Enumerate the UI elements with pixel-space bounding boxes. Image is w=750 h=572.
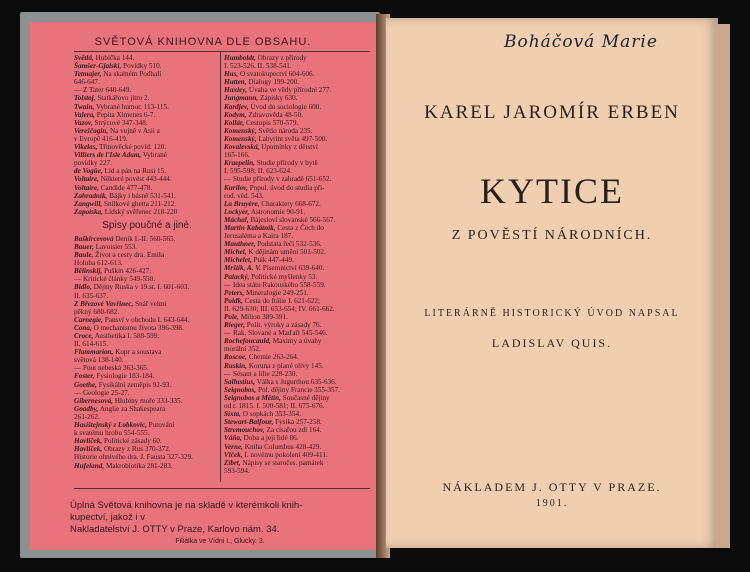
entry-author: Hutten, (224, 78, 247, 87)
catalogue-entry (224, 402, 374, 410)
entry-author: Komenský, (224, 134, 257, 143)
entry-title: O mechanismu života 396-398. (91, 323, 184, 332)
catalogue-entry (224, 386, 374, 394)
entry-title: Candide 477-478. (98, 183, 153, 192)
entry-title: světová 138-140. (74, 356, 124, 365)
catalogue-entry (74, 200, 220, 208)
entry-title: Písemnictví 639-640. (260, 264, 325, 273)
catalogue-entry (224, 127, 374, 135)
catalogue-entry (74, 316, 220, 324)
entry-title: Bájesloví slovanské 566-567. (248, 215, 336, 224)
catalogue-entry (74, 413, 220, 421)
entry-title: Podstata řeči 532-536. (255, 240, 322, 249)
publication-year: 1901. (535, 498, 569, 509)
entry-title: Cesta z Čech do (275, 223, 324, 232)
entry-title: Pol. dějiny Francie 355-357. (256, 385, 340, 394)
page-edges (716, 24, 730, 548)
entry-title: Bájky i básně 531-541. (107, 191, 176, 200)
catalogue-entry (74, 340, 220, 348)
preface-author: LADISLAV QUIS. (491, 336, 613, 350)
entry-author: Peters, (224, 288, 245, 297)
catalogue-entry (74, 405, 220, 413)
entry-author: Baule, (74, 251, 94, 260)
entry-title: O sopkách 353-354. (240, 410, 301, 419)
catalogue-entry (74, 135, 220, 143)
catalogue-entry (74, 235, 220, 243)
entry-title: — Z Tater 648-649. (74, 86, 132, 95)
entry-title: morální 352. (224, 345, 261, 354)
entry-title: K dějinám umění 501-502. (246, 248, 326, 257)
catalogue-entry (224, 192, 374, 200)
entry-title: Politické myšlenky 53. (249, 272, 318, 281)
entry-title: Vybrané humor. 113-115. (94, 102, 169, 111)
entry-title: Zápisky 630. (258, 94, 298, 103)
entry-author: Tetmajer, (74, 70, 102, 79)
catalogue-entry (224, 297, 374, 305)
entry-title: II. 614-615. (74, 340, 109, 349)
entry-title: Obrazy z Rus 370-372. (102, 445, 171, 454)
book-author: KAREL JAROMÍR ERBEN (424, 102, 680, 123)
entry-title: k svatému hrobu 554-555. (74, 429, 150, 438)
entry-author: Bělinskij, (74, 267, 103, 276)
entry-title: 261-262. (74, 412, 100, 421)
catalogue-entry (224, 370, 374, 378)
catalogue-entry (74, 143, 220, 151)
catalogue-entry (74, 251, 220, 259)
owner-signature: Boháčová Marie (504, 32, 658, 52)
catalogue-entry (224, 353, 374, 361)
catalogue-entry (74, 348, 220, 356)
entry-author: Sixta, (224, 410, 241, 419)
entry-author: Vlček, (224, 450, 243, 459)
entry-title: II. 635-637. (74, 291, 109, 300)
entry-title: I. novému pokolení 409-411. (242, 450, 328, 459)
entry-title: Snář velmi (133, 299, 167, 308)
entry-title: Chemie 263-264. (246, 353, 299, 362)
catalogue-entry (74, 86, 220, 94)
entry-author: Kardjev, (224, 102, 249, 111)
entry-title: Za císařou zdi 164. (264, 426, 322, 435)
catalogue-left-column (74, 54, 220, 470)
catalogue-entry (74, 332, 220, 340)
entry-author: Baškircevová (74, 234, 114, 243)
book-subtitle: Z POVĚSTÍ NÁRODNÍCH. (451, 228, 653, 243)
catalogue-entry (74, 208, 220, 216)
catalogue-entry (224, 434, 374, 442)
entry-title: Lavoisier 553. (93, 242, 138, 251)
entry-title: Některé povést 443-444. (98, 175, 172, 184)
entry-author: Huxley, (224, 86, 248, 95)
entry-author: Rochefoucauld, (224, 337, 271, 346)
entry-author: La Bruyère, (224, 199, 260, 208)
entry-author: Michel, (224, 248, 247, 257)
catalogue-entry (224, 418, 374, 426)
entry-title: Současné dějiny (280, 393, 330, 402)
catalogue-entry (224, 167, 374, 175)
entry-title: Třinověcké povíd. 120. (97, 143, 167, 152)
entry-title: Na skalném Podhalí (101, 70, 162, 79)
catalogue-entry (224, 111, 374, 119)
entry-author: Hasištejnský z Lobkovic, (74, 421, 147, 430)
entry-title: Maximy a úvahy (270, 337, 322, 346)
catalogue-entry (74, 421, 220, 429)
entry-author: Stremouchov, (224, 426, 265, 435)
catalogue-entry (224, 208, 374, 216)
catalogue-entry (74, 192, 220, 200)
catalogue-entry (224, 54, 374, 62)
entry-title: Cesta do Itálie I. 621-622; (242, 296, 321, 305)
catalogue-entry (224, 345, 374, 353)
catalogue-entry (74, 364, 220, 372)
catalogue-entry (224, 337, 374, 345)
entry-title: Úvod do sociologie 600. (248, 102, 322, 111)
catalogue-entry (224, 248, 374, 256)
entry-author: Humboldt, (224, 54, 256, 62)
catalogue-entry (224, 94, 374, 102)
entry-title: Dějiny Ruska v 19.st. I. 601-603. (91, 283, 190, 292)
catalogue-entry (74, 275, 220, 283)
catalogue-entry (224, 329, 374, 337)
entry-title: 646-647. (74, 78, 100, 87)
catalogue-entry (74, 324, 220, 332)
entry-author: Roscoe, (224, 353, 247, 362)
entry-title: Zdravověda 48-50. (246, 110, 304, 119)
entry-title: v Evropě 416-419. (74, 134, 128, 143)
entry-title: Kniha Columbus 428-429. (242, 442, 322, 451)
entry-title: 593-594. (224, 466, 250, 475)
entry-author: Hufeland, (74, 461, 105, 470)
catalogue-entry (224, 410, 374, 418)
catalogue-entry (74, 103, 220, 111)
catalogue-entry (224, 62, 374, 70)
entry-title: Kopr a soustava (113, 348, 162, 357)
entry-title: Fysikální zeměpis 92-93. (96, 380, 172, 389)
catalogue-entry (224, 443, 374, 451)
footer-line-3: Filiálka ve Vídni I., Glucky. 3. (175, 538, 265, 545)
entry-title: Studie přírody v bytě (254, 159, 318, 168)
catalogue-entry (74, 62, 220, 70)
catalogue-entry (224, 256, 374, 264)
entry-author: Váňa, (224, 434, 242, 443)
catalogue-entry (224, 103, 374, 111)
catalogue-entry (74, 462, 220, 470)
entry-author: Seignobos, (224, 385, 257, 394)
catalogue-entry (74, 94, 220, 102)
entry-title: Hlubiny moře 333-335. (112, 396, 183, 405)
entry-title: Makrobiotika 281-283. (104, 461, 173, 470)
entry-author: Kraepelin, (224, 159, 255, 168)
entry-author: Villiers de l'Isle Adam, (74, 151, 142, 160)
entry-title: Dialogy 199-200. (246, 78, 300, 87)
entry-title: Lidský svěřenec 218-220 (102, 207, 178, 216)
catalogue-entry (224, 467, 374, 475)
catalogue-entry (74, 308, 220, 316)
catalogue-entry (224, 264, 374, 272)
entry-title: Anglie za Shakespeara (98, 404, 166, 413)
footer-rule (74, 488, 370, 489)
preface-note: LITERÁRNĚ HISTORICKÝ ÚVOD NAPSAL (424, 308, 680, 319)
entry-title: Astronomie 90-91. (249, 207, 306, 216)
entry-author: Vazov, (74, 118, 93, 127)
catalogue-entry (74, 259, 220, 267)
catalogue-entry (74, 381, 220, 389)
catalogue-page (30, 22, 376, 550)
entry-title: pěkný 680-682. (74, 307, 120, 316)
catalogue-footer (70, 500, 370, 548)
catalogue-right-column (224, 54, 374, 475)
title-page (386, 18, 718, 548)
entry-title: — Studie přírody v zahradě 651-652. (224, 175, 332, 184)
catalogue-entry (74, 437, 220, 445)
entry-title: Polit. výroky a zásady 76. (244, 321, 322, 330)
entry-title: 165-166. (224, 151, 250, 160)
entry-author: Verne, (224, 442, 243, 451)
catalogue-entry (74, 54, 220, 62)
catalogue-entry (224, 151, 374, 159)
entry-title: Na vojně v Asii a (108, 126, 160, 135)
entry-title: Charaktery 668-672. (259, 199, 321, 208)
entry-author: Flammarion, (74, 348, 114, 357)
entry-title: Deník I.-II. 560-565. (113, 234, 176, 243)
entry-author: Tolstoj, (74, 94, 96, 103)
entry-title: — Geologie 25-27. (74, 388, 130, 397)
catalogue-entry (74, 167, 220, 175)
footer-line-2: Nakladatelství J. OTTY v Praze, Karlovo nám. 34. (70, 524, 280, 535)
catalogue-entry (74, 389, 220, 397)
entry-author: Vikelas, (74, 143, 98, 152)
entry-author: Carnegie, (74, 315, 103, 324)
entry-title: Fysika 257-258. (273, 418, 322, 427)
catalogue-entry (224, 313, 374, 321)
entry-author: Foster, (74, 372, 95, 381)
catalogue-entry (74, 429, 220, 437)
publisher-line: NÁKLADEM J. OTTY V PRAZE. (442, 480, 662, 494)
entry-author: Rieger, (224, 321, 245, 330)
catalogue-entry (74, 70, 220, 78)
entry-title: Hubička 144. (93, 54, 135, 62)
entry-title: Koruna z plané olivy 145. (246, 361, 324, 370)
entry-title: — Rak. Slované a Maďaři 545-546. (224, 329, 328, 338)
catalogue-entry (224, 362, 374, 370)
catalogue-entry (224, 281, 374, 289)
entry-author: de Vogüe, (74, 167, 103, 176)
entry-author: Stewart-Balfour, (224, 418, 274, 427)
catalogue-entry (224, 159, 374, 167)
entry-author: Valera, (74, 110, 95, 119)
catalogue-entry (224, 119, 374, 127)
entry-author: Jungmann, (224, 94, 259, 103)
entry-title: I. 595-598; II. 623-624. (224, 167, 292, 176)
entry-author: Komenský, (224, 126, 257, 135)
catalogue-entry (224, 70, 374, 78)
entry-author: Havlíček, (74, 437, 103, 446)
entry-title: Pansví v obchodu I. 643-644. (102, 315, 190, 324)
catalogue-entry (74, 127, 220, 135)
catalogue-entry (224, 232, 374, 240)
entry-title: Světlo národa 235. (256, 126, 313, 135)
entry-author: Goadby, (74, 404, 99, 413)
entry-title: Jerusaléma a Kaira 187. (224, 232, 294, 241)
catalogue-entry (74, 119, 220, 127)
entry-author: Šamšer-Gjalski, (74, 62, 122, 71)
entry-author: Voltaire, (74, 175, 99, 184)
catalogue-entry (74, 300, 220, 308)
catalogue-entry (74, 267, 220, 275)
catalogue-entry (224, 224, 374, 232)
entry-author: Martin Kabátník, (224, 223, 276, 232)
entry-title: I. 523-526. II. 538-541. (224, 62, 292, 71)
entry-author: Voltaire, (74, 183, 99, 192)
catalogue-entry (74, 356, 220, 364)
entry-author: Cona, (74, 323, 92, 332)
entry-title: Strýcové 347-348. (92, 118, 148, 127)
entry-title: Labyrint světa 497-500. (256, 134, 328, 143)
entry-title: Lid a pán na Rusi 15. (102, 167, 167, 176)
catalogue-entry (74, 243, 220, 251)
entry-author: Kodym, (224, 110, 247, 119)
entry-author: Z Březové Vavřinec, (74, 299, 134, 308)
catalogue-entry (224, 143, 374, 151)
entry-title: Pepita Ximenes 6-7. (94, 110, 156, 119)
entry-title: Politické zásady 60. (102, 437, 162, 446)
catalogue-header: SVĚTOVÁ KNIHOVNA DLE OBSAHU. (94, 36, 312, 48)
catalogue-entry (74, 159, 220, 167)
catalogue-entry (224, 135, 374, 143)
entry-author: Sallustius, (224, 377, 255, 386)
catalogue-entry (224, 240, 374, 248)
catalogue-entry (224, 289, 374, 297)
entry-title: Popul. úvod do studia pří- (247, 183, 325, 192)
entry-title: Puškin 426-427. (102, 267, 152, 276)
section-heading: Spisy poučné a jiné. (102, 219, 192, 231)
entry-author: Vereščagin, (74, 126, 109, 135)
catalogue-entry (74, 453, 220, 461)
entry-title: — Idea státu Rakouského 558-559. (224, 280, 326, 289)
entry-title: Pták 447-449. (251, 256, 294, 265)
entry-author: Michelet, (224, 256, 252, 265)
catalogue-entry (224, 200, 374, 208)
entry-title: Historie ohnivého dra. J. Fausta 327-329. (74, 453, 193, 462)
entry-title: Fysiologie 183-184. (94, 372, 155, 381)
entry-title: povídky 227. (74, 159, 112, 168)
catalogue-entry (224, 305, 374, 313)
entry-author: Bauer, (74, 242, 94, 251)
entry-title: Vybrané (141, 151, 167, 160)
catalogue-entry (224, 394, 374, 402)
catalogue-entry (74, 397, 220, 405)
entry-title: Nápisy se staročes. památek (240, 458, 324, 467)
entry-author: Kollár, (224, 118, 245, 127)
header-rule (74, 51, 370, 52)
entry-author: Pole, (224, 313, 239, 321)
catalogue-entry (224, 426, 374, 434)
catalogue-entry (74, 111, 220, 119)
catalogue-entry (224, 451, 374, 459)
catalogue-entry (74, 445, 220, 453)
entry-title: Putování (146, 421, 175, 430)
entry-title: Život a cesty dra. Emila (93, 251, 165, 260)
entry-author: Palacký, (224, 272, 250, 281)
entry-author: Kurilov, (224, 183, 248, 192)
catalogue-entry (224, 459, 374, 467)
catalogue-entry (74, 372, 220, 380)
entry-title: Úvaha ve vědy přírodní 277. (247, 86, 332, 95)
entry-title: od r. 1815. I. 500-581; II. 675-676. (224, 402, 325, 411)
entry-author: Ruskin, (224, 361, 247, 370)
entry-title: Milion 389-391. (238, 313, 288, 321)
entry-title: Cestopis 570-579. (244, 118, 299, 127)
catalogue-entry (74, 175, 220, 183)
catalogue-entry (224, 321, 374, 329)
entry-author: Gibernesová, (74, 396, 113, 405)
entry-author: Zíbrt, (224, 458, 241, 467)
catalogue-entry (224, 184, 374, 192)
catalogue-entry (74, 292, 220, 300)
entry-author: Lockyer, (224, 207, 250, 216)
catalogue-entry (224, 86, 374, 94)
entry-author: Mrštík, A. V. (224, 264, 261, 273)
book-title: KYTICE (480, 171, 624, 211)
entry-title: Obrazy z přírody (255, 54, 307, 62)
entry-author: Hus, (224, 70, 239, 79)
catalogue-entry (74, 184, 220, 192)
entry-title: — Kritické články 549-550. (74, 275, 156, 284)
entry-title: Upomínky z dětství (259, 143, 318, 152)
entry-author: Goethe, (74, 380, 97, 389)
entry-author: Croce, (74, 332, 94, 340)
entry-author: Mauthner, (224, 240, 256, 249)
entry-title: Povídky 510. (121, 62, 162, 71)
catalogue-entry (224, 378, 374, 386)
entry-author: Bidlo, (74, 283, 92, 292)
catalogue-entry (74, 283, 220, 291)
entry-title: Holuba 612-613. (74, 259, 123, 268)
entry-author: Twain, (74, 102, 95, 111)
catalogue-entry (74, 78, 220, 86)
entry-title: Aesthetika I. 588-599; (93, 332, 160, 340)
entry-author: Světlá, (74, 54, 94, 62)
entry-title: Snílkové ghetta 211-212. (102, 199, 177, 208)
catalogue-entry (224, 175, 374, 183)
entry-title: Mineralogie 249-251. (244, 288, 309, 297)
entry-author: Seignobos a Mětin, (224, 393, 281, 402)
entry-author: Máchal, (224, 215, 249, 224)
column-separator (220, 52, 221, 482)
catalogue-entry (74, 151, 220, 159)
entry-title: Doba a její lidé 86. (241, 434, 299, 443)
entry-title: O svatokupectví 604-606. (238, 70, 315, 79)
catalogue-entry (224, 216, 374, 224)
entry-title: rod. věd. 543. (224, 191, 264, 200)
entry-title: Válka s Jugurthou 635-636. (254, 377, 337, 386)
entry-author: Zapolska, (74, 207, 103, 216)
entry-title: II. 629-630; III. 653-654; IV. 661-662. (224, 304, 335, 313)
footer-line-1: Úplná Světová knihovna je na skladě v kterémkoli knih- (70, 500, 303, 511)
entry-title: — Sésam a lilie 228-230. (224, 369, 298, 378)
entry-author: Zangwill, (74, 199, 103, 208)
entry-author: Kovalevská, (224, 143, 260, 152)
entry-author: Poldk, (224, 296, 243, 305)
footer-line-1b: kupectví, jakož i v (70, 512, 145, 523)
entry-title: — Pout nebeská 363-365. (74, 364, 149, 373)
entry-author: Havlíček, (74, 445, 103, 454)
catalogue-entry (224, 273, 374, 281)
entry-title: Statkářovo jitro 2. (95, 94, 150, 103)
entry-author: Zahradník, (74, 191, 108, 200)
